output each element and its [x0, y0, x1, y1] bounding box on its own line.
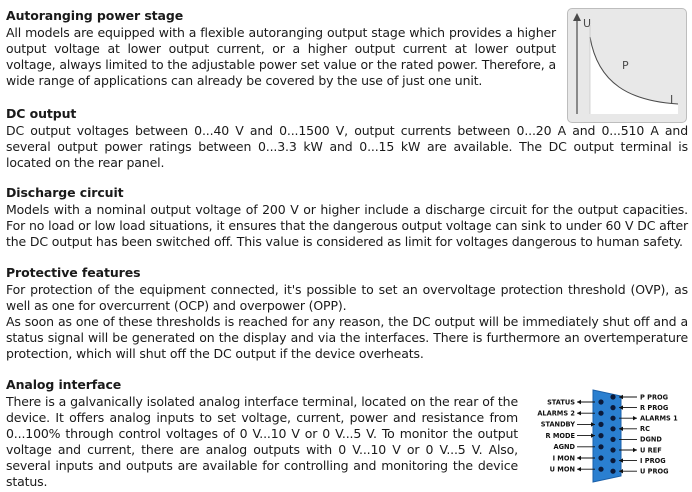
- pin-label-left: ALARMS 2: [537, 409, 575, 418]
- section-discharge-circuit: [6, 185, 688, 250]
- connector-pin: [598, 433, 603, 438]
- analog-connector-diagram: [525, 386, 685, 486]
- pin-label-right: RC: [640, 425, 650, 434]
- section-protective-features: [6, 265, 688, 362]
- section-body-continued: As soon as one of these thresholds is reached for any reason, the DC output will be immediately shut off and a status signal will be generated on the display and via the interfaces. There is furthermore an overtemperature protection, which will shut off the DC output if the device overheats.: [6, 314, 688, 361]
- i-axis-label: I: [670, 93, 674, 106]
- connector-pin: [610, 447, 615, 452]
- pin-label-left: R MODE: [545, 431, 575, 440]
- connector-pin: [610, 426, 615, 431]
- section-body: Models with a nominal output voltage of 200 V or higher include a discharge circuit for the output capacities. For no load or low load situations, it ensures that the dangerous output voltage can sink to under 60 V DC after the DC output has been switched off. This value is considered as limit for voltages dangerous to human safety.: [6, 202, 688, 249]
- connector-pin: [598, 444, 603, 449]
- section-analog-interface: [6, 377, 518, 490]
- section-title: Discharge circuit: [6, 185, 124, 200]
- pv-curve-fill: [590, 25, 678, 114]
- connector-pin: [598, 422, 603, 427]
- pin-label-right: R PROG: [640, 403, 669, 412]
- connector-pin: [598, 467, 603, 472]
- connector-pin: [610, 394, 615, 399]
- connector-labels-left: [537, 398, 595, 473]
- pin-label-right: ALARMS 1: [640, 414, 678, 423]
- connector-pin: [610, 405, 615, 410]
- connector-pin: [610, 437, 615, 442]
- connector-pin: [610, 458, 615, 463]
- connector-labels-right: [619, 393, 678, 475]
- section-title: Analog interface: [6, 377, 122, 392]
- section-autoranging: [6, 8, 556, 89]
- pin-label-right: DGND: [640, 435, 662, 444]
- pin-label-right: U REF: [640, 446, 662, 455]
- connector-pin: [598, 455, 603, 460]
- pin-arrow: [577, 467, 581, 471]
- u-axis-label: U: [583, 17, 592, 30]
- section-dc-output: [6, 106, 688, 171]
- pin-arrow: [633, 448, 637, 452]
- section-body: There is a galvanically isolated analog interface terminal, located on the rear of the device. It offers analog inputs to set voltage, current, power and resistance from 0...100% through control voltages of 0 V...10 V or 0 V...5 V. To monitor the output voltage and current, there are analog outputs with 0 V...10 V or 0 V...5 V. Also, several inputs and outputs are available for controlling and monitoring the device status.: [6, 394, 518, 489]
- pin-label-left: I MON: [552, 454, 575, 463]
- pin-arrow: [633, 416, 637, 420]
- pin-label-right: P PROG: [640, 393, 669, 402]
- pin-arrow: [577, 456, 581, 460]
- section-title: DC output: [6, 106, 77, 121]
- pin-label-left: AGND: [553, 443, 575, 452]
- connector-shell: [593, 390, 621, 482]
- pin-label-left: U MON: [549, 465, 575, 474]
- section-body: DC output voltages between 0...40 V and 0...1500 V, output currents between 0...20 A and 0...510 A and several output power ratings between 0...3.3 kW and 0...15 kW are available. The DC output terminal is located on the rear panel.: [6, 123, 688, 170]
- section-title: Autoranging power stage: [6, 8, 184, 23]
- section-body: All models are equipped with a flexible autoranging output stage which provides a higher output voltage at lower output current, or a higher output current at lower output voltage, always limited to the adjustable power set value or the rated power. Therefore, a wide range of applications can already be covered by the use of just one unit.: [6, 25, 556, 88]
- pin-label-right: U PROG: [640, 467, 669, 476]
- pin-label-left: STATUS: [547, 398, 575, 407]
- connector-pin: [610, 469, 615, 474]
- section-title: Protective features: [6, 265, 141, 280]
- curve-p-label: P: [622, 59, 629, 72]
- u-axis-arrow: [573, 13, 581, 21]
- connector-pin: [598, 411, 603, 416]
- section-body: For protection of the equipment connected, it's possible to set an overvoltage protection threshold (OVP), as well as one for overcurrent (OCP) and overpower (OPP).: [6, 282, 688, 313]
- connector-pin: [610, 416, 615, 421]
- pin-label-right: I PROG: [640, 456, 666, 465]
- pin-arrow: [577, 411, 581, 415]
- pin-arrow: [577, 400, 581, 404]
- pin-label-left: STANDBY: [540, 420, 575, 429]
- connector-pin: [598, 399, 603, 404]
